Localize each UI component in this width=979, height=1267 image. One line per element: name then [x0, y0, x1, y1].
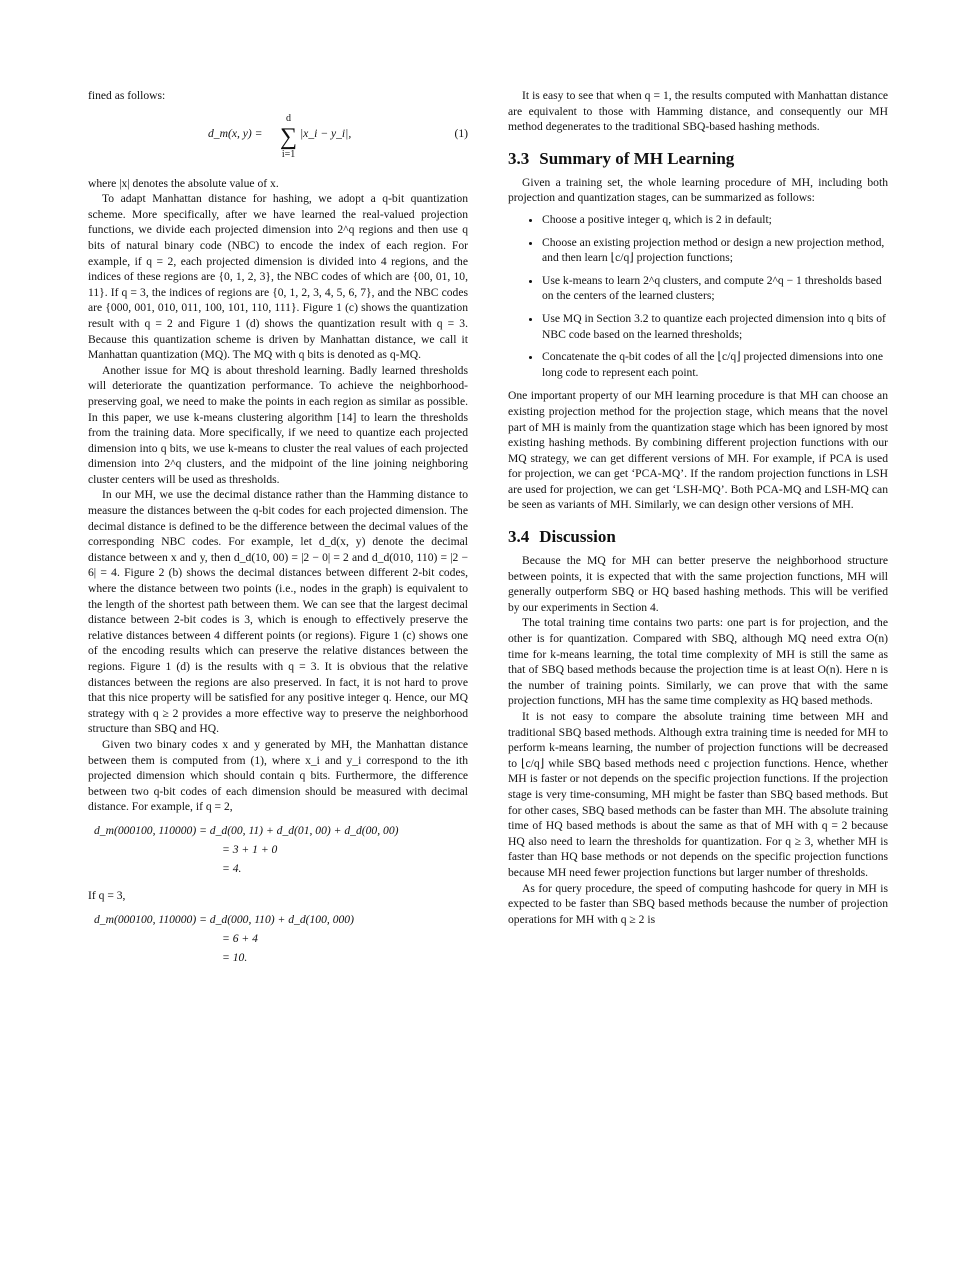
paragraph-adapt: To adapt Manhattan distance for hashing, we adopt a q-bit quantization scheme. More specifically, after we have learned the real-valued projection functions, we divide each projected dimension into 2^q regions and then use q bits of natural binary code (NBC) to encode the index of each region. For example, if q = 2, each projected dimension is divided into 4 regions, and the indices of these regions are {0, 1, 2, 3}, the NBC codes of which are {00, 01, 10, 11}. If q = 3, the indices of regions are {0, 1, 2, 3, 4, 5, 6, 7}, and the NBC codes are {000, 001, 010, 011, 100, 101, 110, 111}. Figure 1 (c) shows the quantization result with q = 2 and Figure 1 (d) shows the quantization result with q = 3. Because this quantization scheme is driven by Manhattan distance, we call it Manhattan quantization (MQ). The MQ with q bits is denoted as q-MQ. [88, 192, 468, 362]
derivation-line [88, 931, 468, 950]
sum-sign: ∑ [280, 123, 298, 150]
derivation-text: = 4. [222, 861, 242, 875]
list-item: • Use MQ in Section 3.2 to quantize each projected dimension into q bits of NBC code based on the learned thresholds; [542, 311, 888, 342]
list-item: • Concatenate the q-bit codes of all the ⌊c/q⌋ projected dimensions into one long code to represent each point. [542, 349, 888, 380]
right-column [508, 88, 888, 927]
derivation-line [88, 950, 468, 969]
summation-symbol [280, 114, 297, 160]
equation-number: (1) [454, 126, 468, 140]
derivation-line [88, 861, 468, 880]
paragraph-compare: It is not easy to compare the absolute training time between MH and traditional SBQ based methods. Although extra training time is needed for MH to perform k-means learning, the number of projection functions will be decreased to ⌊c/q⌋ while SBQ based methods need c projection functions. Hence, whether MH is faster or not depends on the specific projection functions. If the projection stage is very time-consuming, MH might be faster than SBQ based methods. But for other cases, SBQ based methods can be faster than MH. The absolute training time of HQ based methods is about the same as that of MH with q = 2 because HQ also need to learn the thresholds for quantization. For q ≥ 3, whether MH is faster than HQ base methods or not depends on the specific projection functions because MH need fewer projection functions but larger number of thresholds. [508, 710, 888, 879]
section-heading-summary [508, 149, 888, 169]
equation-lhs: d_m(x, y) = [208, 126, 263, 140]
paragraph-easy: It is easy to see that when q = 1, the results computed with Manhattan distance are equivalent to those with Hamming distance, and consequently our MH method degenerates to the traditional SBQ-based hashing methods. [508, 89, 888, 134]
derivation-q3 [88, 912, 468, 969]
equation-1 [88, 108, 468, 170]
section-title: Discussion [539, 527, 616, 547]
paragraph-important: One important property of our MH learning procedure is that MH can choose an existing projection method for the projection stage, which means that the novel part of MH is mainly from the quantization stage which has been ignored by most existing hashing methods. By combining different projection functions with our MQ strategy, we can get different versions of MH. For example, if PCA is used for projection, we can get ‘PCA-MQ’. If the random projection functions in LSH are used for projection, we can get ‘LSH-MQ’. Both PCA-MQ and LSH-MQ can be seen as variants of MH. Similarly, we can design other versions of MH. [508, 389, 888, 512]
procedure-list [508, 212, 888, 380]
section-number: 3.4 [508, 527, 530, 547]
paragraph-threshold: Another issue for MQ is about threshold learning. Badly learned thresholds will deteriorate the quantization performance. To achieve the neighborhood-preserving goal, we need to make the points in each region as similar as possible. In this paper, we use k-means clustering algorithm [14] to learn the thresholds from the training data. More specifically, if we need to quantize each projected dimension into q bits, we use k-means to cluster the real values of each projected dimension into 2^q clusters, and the midpoint of the line joining neighboring cluster centers will be used as thresholds. [88, 363, 468, 486]
list-item: • Choose an existing projection method or design a new projection method, and then learn ⌊c/q⌋ projection functions; [542, 235, 888, 266]
list-item: • Use k-means to learn 2^q clusters, and compute 2^q − 1 thresholds based on the centers of the learned clusters; [542, 273, 888, 304]
equation-rhs: |x_i − y_i|, [300, 126, 352, 140]
paragraph-summary-intro: Given a training set, the whole learning procedure of MH, including both projection and quantization stages, can be summarized as follows: [508, 175, 888, 205]
derivation-line [88, 823, 468, 842]
derivation-text: = 10. [222, 950, 248, 964]
list-item: • Choose a positive integer q, which is 2 in default; [542, 212, 888, 228]
derivation-q2 [88, 823, 468, 880]
section-number: 3.3 [508, 148, 530, 168]
section-title: Summary of MH Learning [539, 148, 735, 168]
paragraph-intro: fined as follows: [88, 89, 166, 102]
derivation-text: d_m(000100, 110000) = d_d(00, 11) + d_d(01, 00) + d_d(00, 00) [94, 823, 399, 837]
paragraph-decimal-distance: In our MH, we use the decimal distance rather than the Hamming distance to measure the distances between the q-bit codes for each projected dimension. The decimal distance is defined to be the difference between the decimal values of the corresponding NBC codes. For example, let d_d(x, y) denote the decimal distance between x and y, then d_d(10, 00) = |2 − 0| = 2 and d_d(010, 110) = |2 − 6| = 4. Figure 2 (b) shows the decimal distances between different 2-bit codes, where the distance between two points (i.e., nodes in the graph) is equivalent to the length of the shortest path between them. We can see that the largest decimal distance between 2-bit codes is 3, which is enough to effectively preserve the relative distances between 4 different points (or regions). Figure 1 (c) shows one of the encoding results which can preserve the relative distances between the regions. Figure 1 (d) is the results with q = 3. It is obvious that the relative distances between the regions are also preserved. In fact, it is not hard to prove that this nice property will be satisfied for any positive integer q. Hence, our MQ strategy with q ≥ 2 provides a more effective way to preserve the neighborhood structure than SBQ and HQ. [88, 488, 468, 736]
derivation-text: = 3 + 1 + 0 [222, 842, 278, 856]
section-heading-discussion [508, 527, 888, 547]
paragraph-because: Because the MQ for MH can better preserve the neighborhood structure between points, it is expected that with the same projection functions, MH will generally outperform SBQ or HQ based hashing methods. This will be verified by our experiments in Section 4. [508, 554, 888, 614]
derivation-text: = 6 + 4 [222, 931, 258, 945]
left-column [88, 88, 468, 977]
sum-upper-limit: d [286, 112, 292, 124]
paragraph-manhattan: Given two binary codes x and y generated by MH, the Manhattan distance between them is computed from (1), where x_i and y_i correspond to the ith projected dimension which should contain q bits. Furthermore, the difference between two q-bit codes of each dimension should be measured with decimal distance. For example, if q = 2, [88, 737, 468, 814]
paragraph-where: where |x| denotes the absolute value of x. [88, 176, 279, 190]
paragraph-if-q3: If q = 3, [88, 888, 126, 902]
paragraph-training-time: The total training time contains two parts: one part is for projection, and the other is for quantization. Compared with SBQ, although MQ need extra O(n) time for k-means learning, the total time complexity of MH is still the same as that of SBQ based methods because the projection time is at least O(n). Here n is the number of training points. Similarly, we can prove that with the same projection functions, MH has the same time complexity as HQ based methods. [508, 616, 888, 708]
paragraph-query: As for query procedure, the speed of computing hashcode for query in MH is expected to be faster than SBQ based methods because the number of projection operations for MH with q ≥ 2 is [508, 881, 888, 926]
derivation-line [88, 912, 468, 931]
derivation-line [88, 842, 468, 861]
sum-lower-limit: i=1 [281, 148, 296, 160]
derivation-text: d_m(000100, 110000) = d_d(000, 110) + d_d(100, 000) [94, 912, 354, 926]
